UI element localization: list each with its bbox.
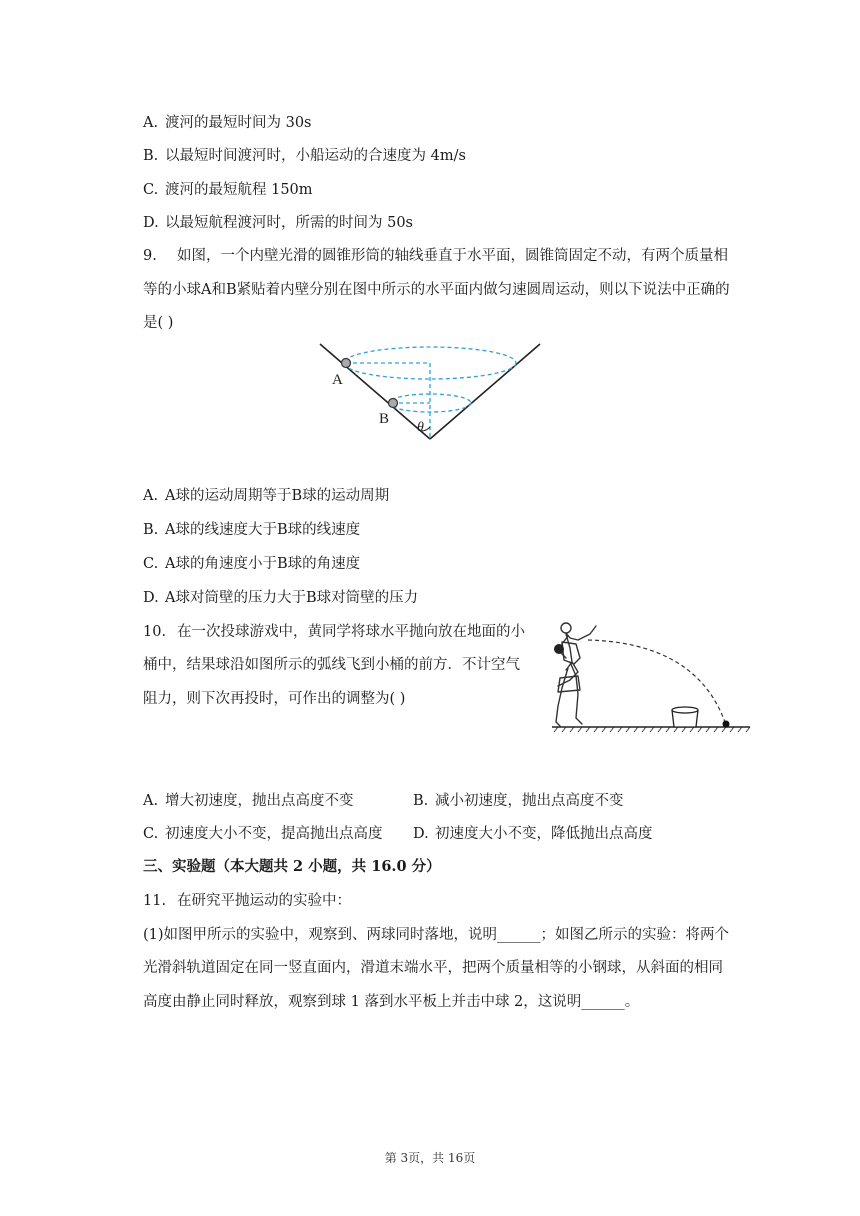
q8-option-b — [143, 146, 466, 166]
option-label: C. — [143, 182, 159, 198]
option-label: C. — [143, 556, 159, 572]
option-text: 渡河的最短时间为 30s — [165, 115, 312, 131]
q10-stem-line1 — [143, 622, 525, 642]
option-text: 减小初速度，抛出点高度不变 — [435, 793, 624, 809]
option-text: 初速度大小不变，降低抛出点高度 — [435, 826, 653, 842]
question-number: 10. — [143, 624, 167, 640]
option-label: A. — [143, 115, 159, 131]
ball-in-hand — [554, 644, 564, 654]
option-label: D. — [143, 215, 159, 231]
q8-option-a — [143, 113, 312, 133]
stem-text: 如图，一个内壁光滑的圆锥形筒的轴线垂直于水平面，圆锥筒固定不动，有两个质量相 — [177, 248, 728, 264]
landed-ball — [723, 721, 730, 728]
question-number: 11. — [143, 893, 167, 909]
q9-option-c — [143, 554, 360, 574]
option-text: 以最短航程渡河时，所需的时间为 50s — [165, 215, 413, 231]
q10-option-b — [413, 791, 624, 811]
option-label: A. — [143, 488, 159, 504]
option-text: A球对筒壁的压力大于B球对筒壁的压力 — [165, 590, 419, 606]
q10-option-c — [143, 824, 383, 844]
stem-text: 在一次投球游戏中，黄同学将球水平抛向放在地面的小 — [177, 624, 525, 640]
q11-stem — [143, 891, 351, 911]
question-number: 9. — [143, 248, 157, 264]
label-theta: θ — [417, 420, 424, 435]
q9-stem-line3: 是( ) — [143, 315, 174, 331]
option-text: 初速度大小不变，提高抛出点高度 — [165, 826, 383, 842]
option-text: 增大初速度，抛出点高度不变 — [165, 793, 354, 809]
option-text: 渡河的最短航程 150m — [165, 182, 313, 198]
ball-b — [389, 399, 398, 408]
cone-figure — [300, 336, 560, 448]
ball-a — [342, 359, 351, 368]
option-label: C. — [143, 826, 159, 842]
q11-part1-line3: 高度由静止同时释放，观察到球 1 落到水平板上并击中球 2，这说明______。 — [143, 994, 640, 1010]
option-label: B. — [413, 793, 429, 809]
section-heading: 三、实验题（本大题共 2 小题，共 16.0 分） — [143, 858, 441, 875]
page-footer: 第 3页，共 16页 — [384, 1151, 476, 1165]
label-b: B — [379, 411, 390, 427]
q9-option-a — [143, 486, 389, 506]
q9-option-b — [143, 520, 360, 540]
throw-figure — [548, 618, 754, 736]
q10-option-d — [413, 824, 653, 844]
thrower-figure — [556, 623, 596, 726]
q9-stem-line1 — [143, 246, 728, 266]
label-a: A — [332, 372, 343, 388]
q11-part1-line1: (1)如图甲所示的实验中，观察到、两球同时落地，说明______；如图乙所示的实验：将两个 — [143, 927, 730, 943]
stem-text: 在研究平抛运动的实验中： — [177, 893, 351, 909]
q9-stem-line2: 等的小球A和B紧贴着内壁分别在图中所示的水平面内做匀速圆周运动，则以下说法中正确的 — [143, 282, 730, 298]
q8-option-c — [143, 180, 313, 200]
option-text: A球的线速度大于B球的线速度 — [165, 522, 361, 538]
option-text: A球的角速度小于B球的角速度 — [165, 556, 361, 572]
option-label: B. — [143, 148, 159, 164]
q10-option-a — [143, 791, 354, 811]
q10-stem-line2: 桶中，结果球沿如图所示的弧线飞到小桶的前方．不计空气 — [143, 657, 520, 673]
option-label: D. — [413, 826, 429, 842]
option-label: B. — [143, 522, 159, 538]
option-text: A球的运动周期等于B球的运动周期 — [165, 488, 390, 504]
option-label: A. — [143, 793, 159, 809]
q8-option-d — [143, 213, 413, 233]
q11-part1-line2: 光滑斜轨道固定在同一竖直面内，滑道末端水平，把两个质量相等的小钢球，从斜面的相同 — [143, 960, 723, 976]
q9-option-d — [143, 588, 418, 608]
option-label: D. — [143, 590, 159, 606]
option-text: 以最短时间渡河时，小船运动的合速度为 4m/s — [165, 148, 466, 164]
q10-stem-line3: 阻力，则下次再投时，可作出的调整为( ) — [143, 691, 406, 707]
